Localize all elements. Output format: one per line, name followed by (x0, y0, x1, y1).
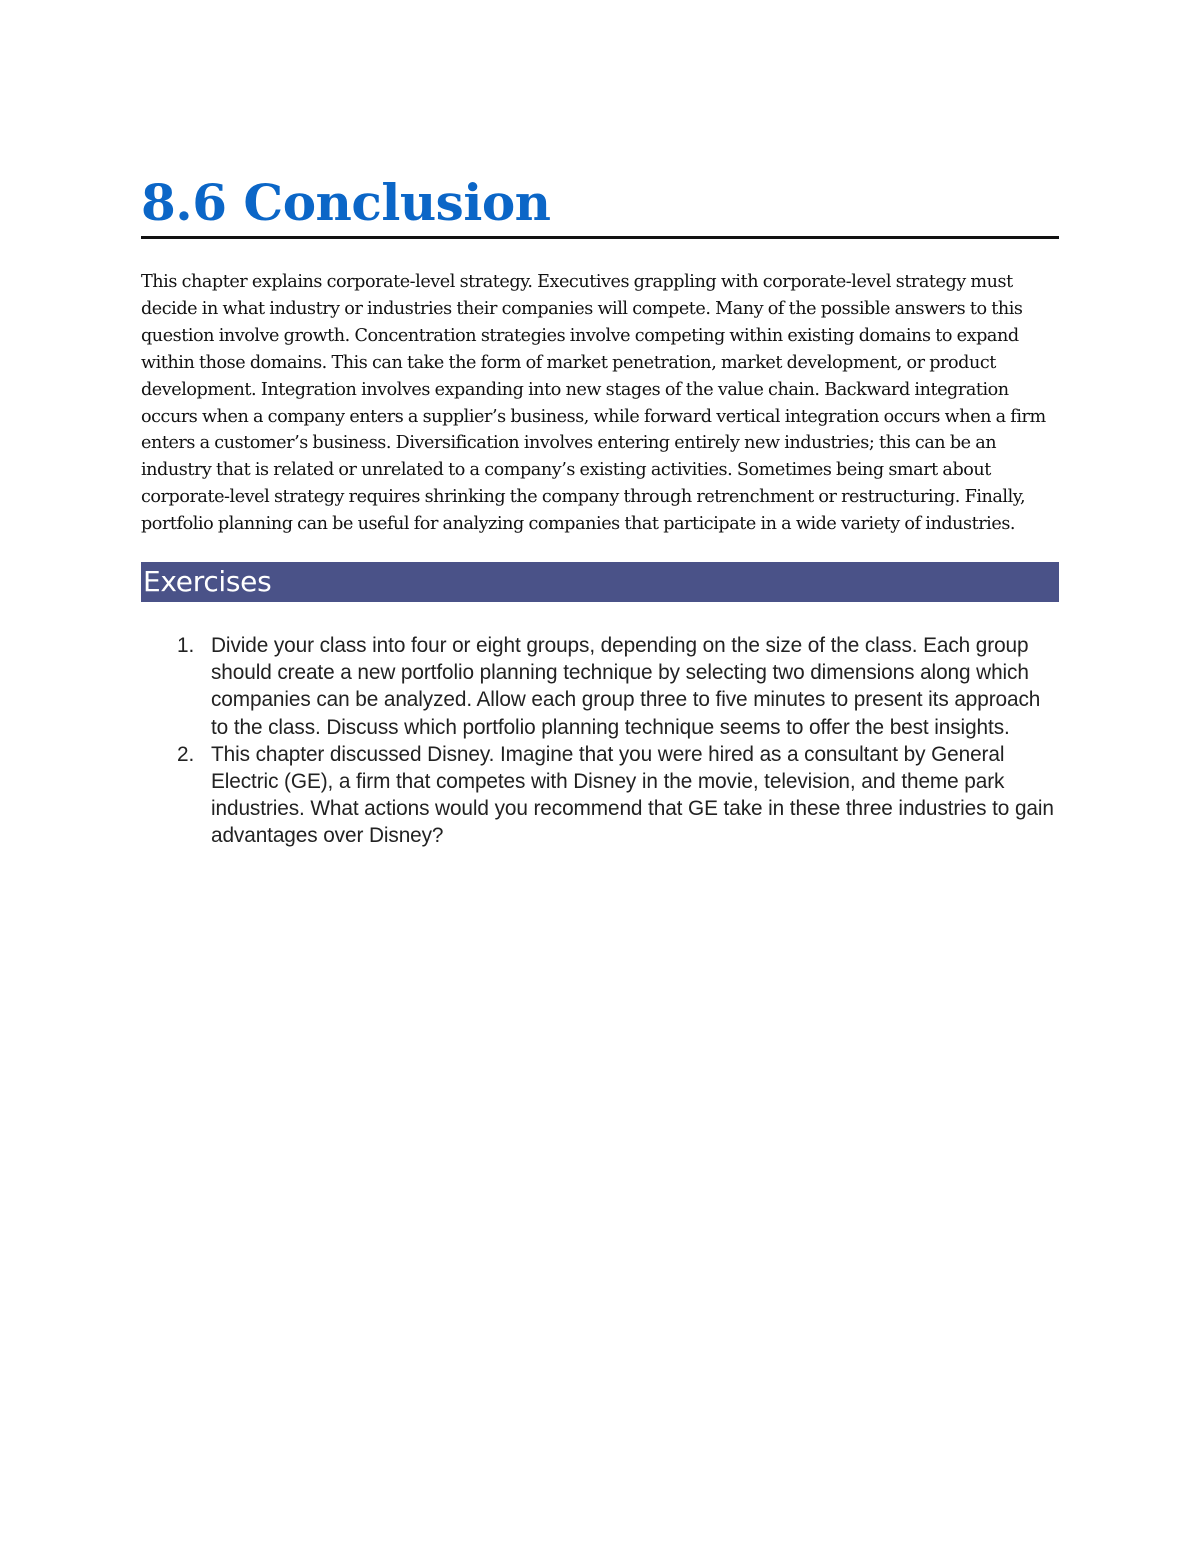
exercise-number: 1. (177, 634, 195, 658)
exercise-text: This chapter discussed Disney. Imagine that you were hired as a consultant by General Electric (GE), a firm that competes with Disney in the movie, television, and theme park industries. What actions would you recommend that GE take in these three industries to gain advantages over Disney? (211, 742, 1054, 848)
exercise-number: 2. (177, 742, 195, 766)
exercises-header-bar (141, 562, 1059, 602)
section-title: 8.6 Conclusion (141, 173, 551, 232)
exercise-list (141, 632, 1059, 850)
page-content (141, 170, 1059, 850)
exercise-item (141, 632, 1059, 741)
exercises-heading: Exercises (143, 565, 272, 599)
exercise-item (141, 741, 1059, 850)
exercise-text: Divide your class into four or eight groups, depending on the size of the class. Each group should create a new portfolio planning technique by selecting two dimensions along which companies can be analyzed. Allow each group three to five minutes to present its approach to the class. Discuss which portfolio planning technique seems to offer the best insights. (211, 634, 1041, 739)
title-divider (141, 236, 1059, 239)
conclusion-paragraph: This chapter explains corporate-level strategy. Executives grappling with corporate-level strategy must decide in what industry or industries their companies will compete. Many of the possible answers to this question involve growth. Concentration strategies involve competing within existing domains to expand within those domains. This can take the form of market penetration, market development, or product development. Integration involves expanding into new stages of the value chain. Backward integration occurs when a company enters a supplier’s business, while forward vertical integration occurs when a firm enters a customer’s business. Diversification involves entering entirely new industries; this can be an industry that is related or unrelated to a company’s existing activities. Sometimes being smart about corporate-level strategy requires shrinking the company through retrenchment or restructuring. Finally, portfolio planning can be useful for analyzing companies that participate in a wide variety of industries. (141, 272, 1046, 535)
